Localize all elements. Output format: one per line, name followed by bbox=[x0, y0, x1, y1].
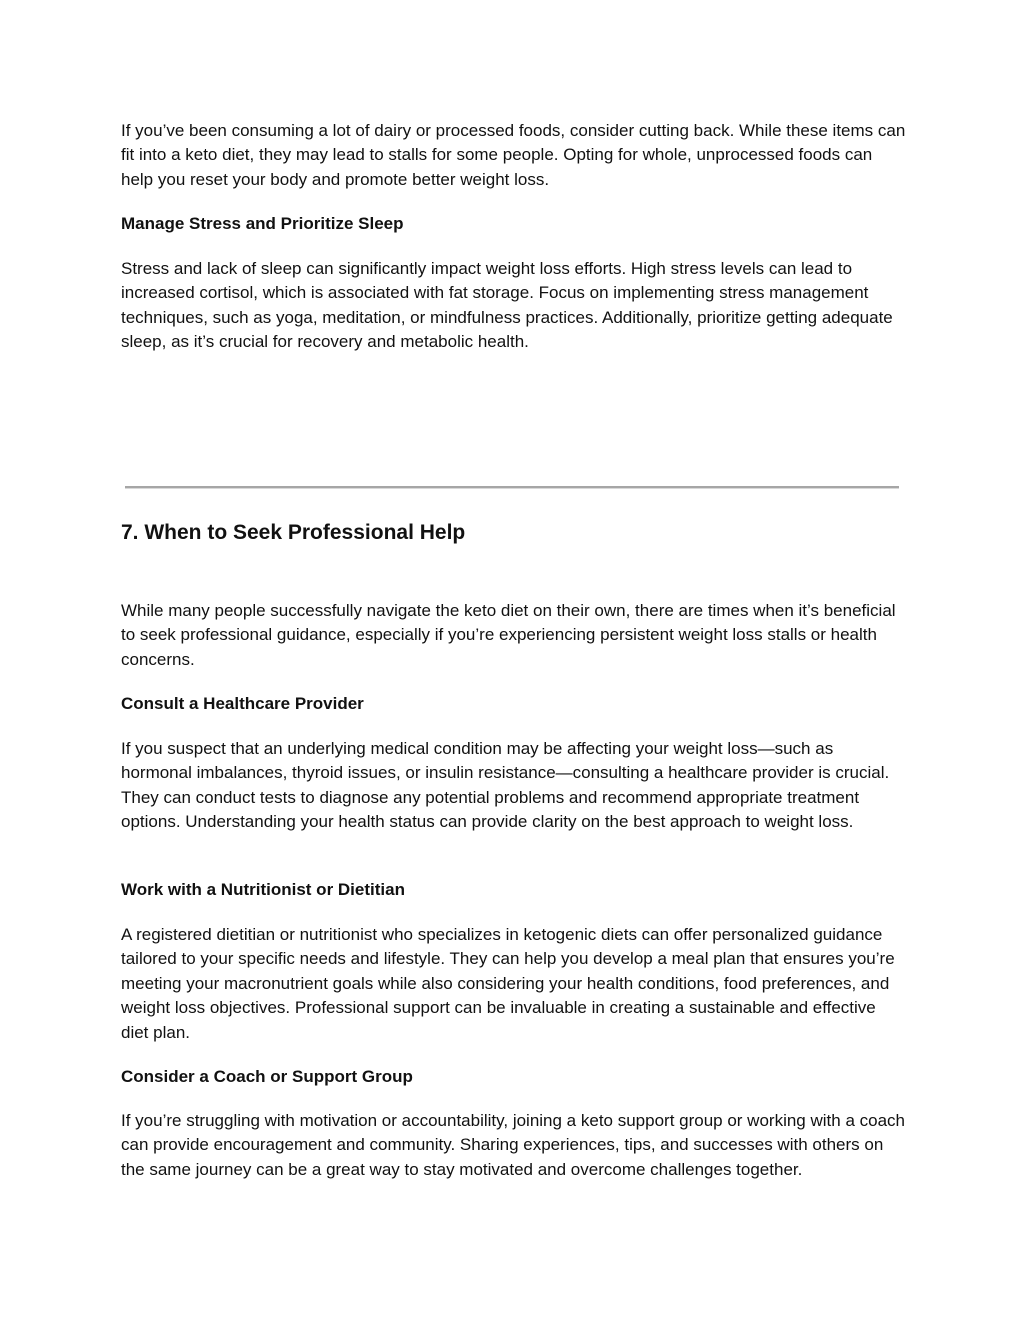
stress-sleep-paragraph: Stress and lack of sleep can significantly impact weight loss efforts. High stress levels can lead to increased cortisol, which is associated with fat storage. Focus on implementing stress management techniques, such as yoga, meditation, or mindfulness practices. Additionally, prioritize getting adequate sleep, as it’s crucial for recovery and metabolic health. bbox=[121, 259, 893, 352]
section-divider bbox=[125, 486, 899, 488]
professional-help-intro-paragraph: While many people successfully navigate the keto diet on their own, there are times when it’s beneficial to seek professional guidance, especially if you’re experiencing persistent weight loss stalls or health concerns. bbox=[121, 601, 896, 669]
healthcare-provider-heading: Consult a Healthcare Provider bbox=[121, 694, 364, 713]
healthcare-provider-paragraph: If you suspect that an underlying medical condition may be affecting your weight loss—such as hormonal imbalances, thyroid issues, or insulin resistance—consulting a healthcare provider is crucial. They can conduct tests to diagnose any potential problems and recommend appropriate treatment options. Understanding your health status can provide clarity on the best approach to weight loss. bbox=[121, 739, 890, 832]
stress-sleep-heading: Manage Stress and Prioritize Sleep bbox=[121, 214, 404, 233]
nutritionist-heading: Work with a Nutritionist or Dietitian bbox=[121, 880, 405, 899]
coach-support-group-paragraph: If you’re struggling with motivation or accountability, joining a keto support group or working with a coach can provide encouragement and community. Sharing experiences, tips, and successes with others on the same journey can be a great way to stay motivated and overcome challenges together. bbox=[121, 1111, 905, 1179]
nutritionist-paragraph: A registered dietitian or nutritionist who specializes in ketogenic diets can offer personalized guidance tailored to your specific needs and lifestyle. They can help you develop a meal plan that ensures you’re meeting your macronutrient goals while also considering your health conditions, food preferences, and weight loss objectives. Professional support can be invaluable in creating a sustainable and effective diet plan. bbox=[121, 925, 895, 1042]
section-7-heading: 7. When to Seek Professional Help bbox=[121, 521, 466, 544]
coach-support-group-heading: Consider a Coach or Support Group bbox=[121, 1067, 413, 1086]
dairy-processed-foods-paragraph: If you’ve been consuming a lot of dairy or processed foods, consider cutting back. While these items can fit into a keto diet, they may lead to stalls for some people. Opting for whole, unprocessed foods can help you reset your body and promote better weight loss. bbox=[121, 121, 906, 189]
